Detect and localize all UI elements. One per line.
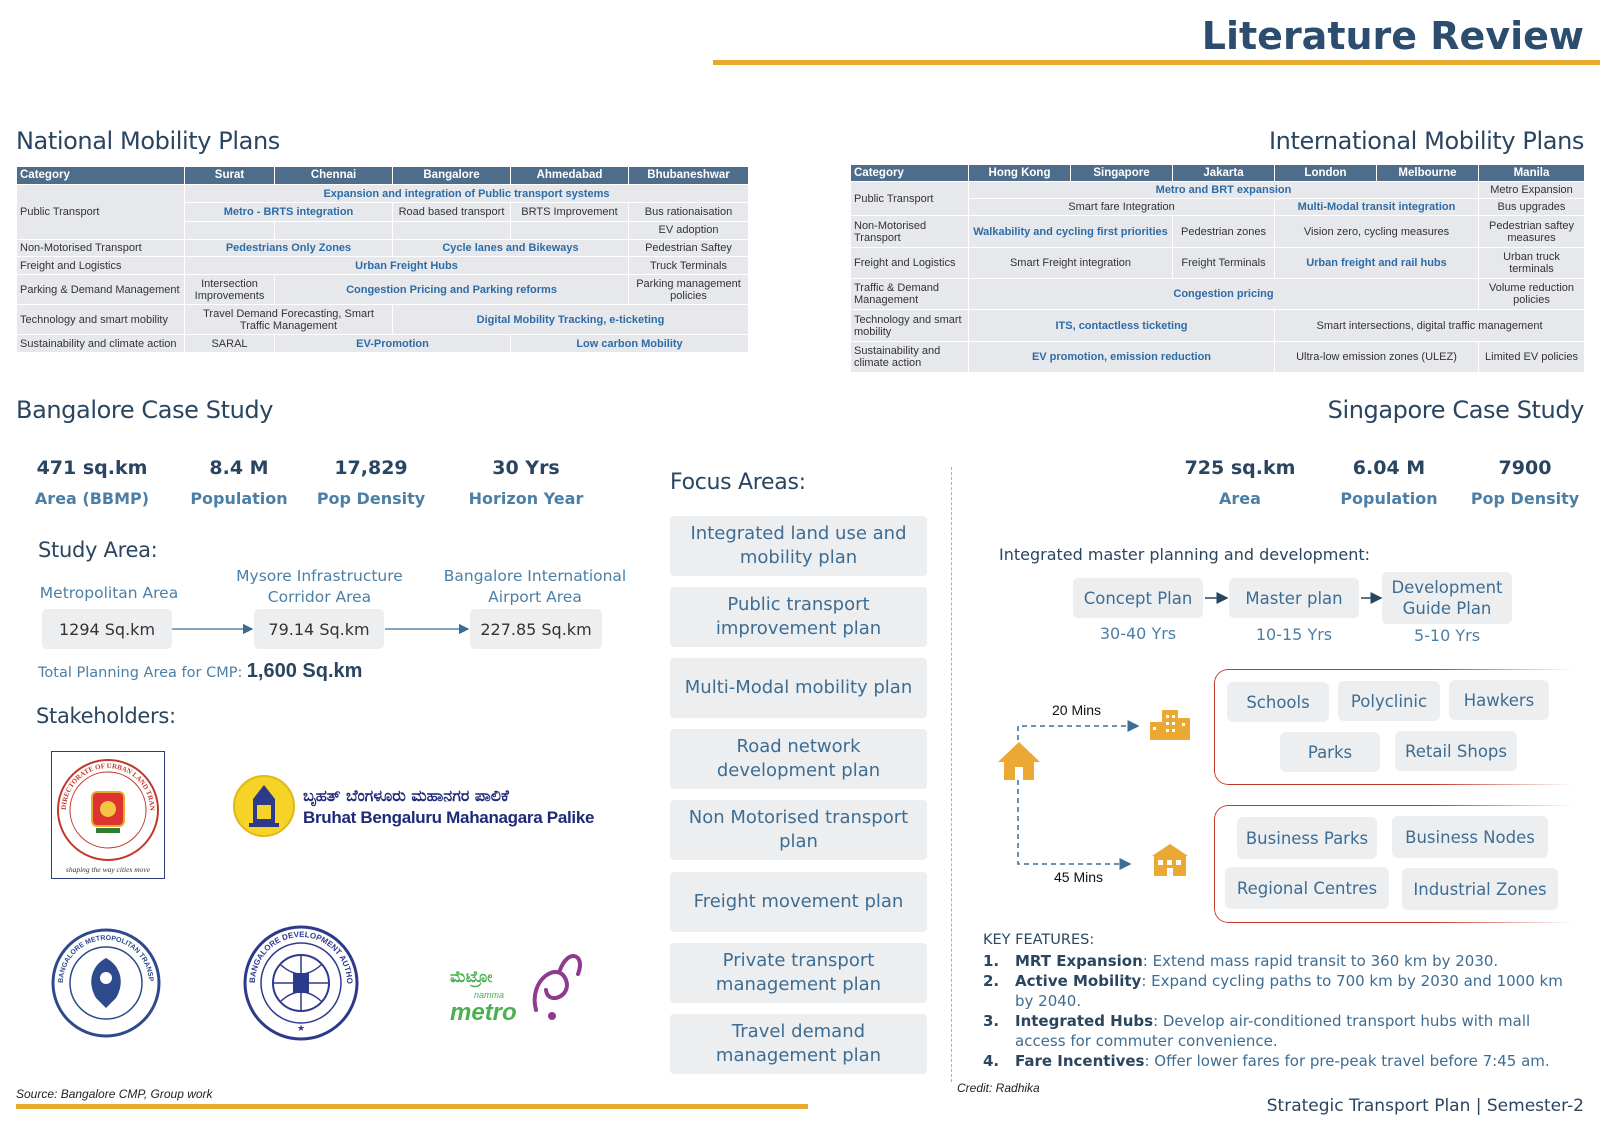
col-header: Jakarta: [1173, 165, 1275, 182]
row-category: Parking & Demand Management: [17, 275, 185, 305]
col-header: Hong Kong: [969, 165, 1071, 182]
plan-years: 5-10 Yrs: [1413, 626, 1481, 645]
col-header: London: [1275, 165, 1377, 182]
key-features-list: [983, 951, 1583, 1071]
home-icon: [996, 740, 1042, 782]
stakeholders-heading: Stakeholders:: [36, 704, 176, 728]
sg-stat-density: 7900 Pop Density: [1470, 457, 1580, 508]
col-header: Bangalore: [393, 167, 511, 185]
footer-underline: [16, 1104, 808, 1109]
section-divider: [951, 467, 952, 1082]
feature-item: 1. MRT Expansion: Extend mass rapid transit to 360 km by 2030.: [983, 952, 1499, 970]
svg-text:BANGALORE METROPOLITAN TRANSPO: BANGALORE METROPOLITAN TRANSP: [57, 934, 155, 984]
row-category: Public Transport: [851, 182, 969, 216]
row-category: Public Transport: [17, 184, 185, 239]
plan-years: 10-15 Yrs: [1255, 625, 1333, 644]
table-cell: Limited EV policies: [1479, 341, 1585, 372]
planning-title: Integrated master planning and development:: [999, 545, 1371, 564]
plan-arrows: [1203, 590, 1383, 608]
bbmp-emblem: [233, 775, 295, 837]
focus-item: Integrated land use and mobility plan: [670, 516, 927, 576]
focus-item: Private transport management plan: [670, 943, 927, 1003]
sg-stat-population: 6.04 M Population: [1340, 457, 1438, 508]
plan-years: 30-40 Yrs: [1099, 624, 1177, 643]
title-underline: [713, 60, 1600, 65]
table-cell: Pedestrian saftey measures: [1479, 216, 1585, 247]
table-cell: Ultra-low emission zones (ULEZ): [1275, 341, 1479, 372]
table-cell: Vision zero, cycling measures: [1275, 216, 1479, 247]
table-cell: Metro and BRT expansion: [969, 182, 1479, 199]
bda-logo: [243, 925, 359, 1041]
table-cell: Pedestrian Saftey: [629, 239, 749, 257]
row-category: Sustainability and climate action: [17, 335, 185, 353]
svg-text:ಮೆಟ್ರೋ: ಮೆಟ್ರೋ: [450, 967, 493, 986]
row-category: Traffic & Demand Management: [851, 279, 969, 310]
focus-item: Road network development plan: [670, 729, 927, 789]
label-20-mins: 20 Mins: [1052, 702, 1102, 718]
stat-horizon: 30 Yrs Horizon Year: [468, 457, 584, 508]
facility-parks: Parks: [1280, 732, 1380, 772]
row-category: Sustainability and climate action: [851, 341, 969, 372]
row-category: Non-Motorised Transport: [17, 239, 185, 257]
table-cell: Truck Terminals: [629, 257, 749, 275]
table-cell: Cycle lanes and Bikeways: [393, 239, 629, 257]
svg-text:metro: metro: [450, 999, 517, 1026]
table-cell: ITS, contactless ticketing: [969, 310, 1275, 341]
row-category: Freight and Logistics: [17, 257, 185, 275]
facility-retail: Retail Shops: [1395, 731, 1517, 771]
area-arrows: [172, 620, 472, 638]
bbmp-name-kannada: ಬೃಹತ್ ಬೆಂಗಳೂರು ಮಹಾನಗರ ಪಾಲಿಕೆ: [303, 786, 509, 805]
plan-box: Concept Plan: [1073, 578, 1203, 618]
table-cell: Digital Mobility Tracking, e-ticketing: [393, 305, 749, 335]
regional-centres: Regional Centres: [1225, 867, 1389, 909]
area-name: Bangalore International Airport Area: [443, 567, 627, 606]
buildings-icon: [1148, 706, 1192, 740]
table-cell: Low carbon Mobility: [511, 335, 749, 353]
table-cell: Pedestrian zones: [1173, 216, 1275, 247]
table-cell: Bus rationaisation: [629, 203, 749, 222]
national-heading: National Mobility Plans: [16, 127, 280, 155]
row-category: Technology and smart mobility: [851, 310, 969, 341]
col-header: Manila: [1479, 165, 1585, 182]
table-cell: Expansion and integration of Public transport systems: [185, 184, 749, 203]
col-header: Category: [851, 165, 969, 182]
international-heading: International Mobility Plans: [1268, 127, 1584, 155]
svg-text:shaping the way cities move: shaping the way cities move: [65, 865, 151, 874]
col-header: Melbourne: [1377, 165, 1479, 182]
col-header: Surat: [185, 167, 275, 185]
facility-schools: Schools: [1227, 682, 1329, 722]
stat-population: 8.4 M Population: [190, 457, 288, 508]
col-header: Category: [17, 167, 185, 185]
table-cell: Smart intersections, digital traffic management: [1275, 310, 1585, 341]
focus-item: Travel demand management plan: [670, 1014, 927, 1074]
table-cell: EV promotion, emission reduction: [969, 341, 1275, 372]
singapore-heading: Singapore Case Study: [1327, 396, 1584, 424]
focus-item: Non Motorised transport plan: [670, 800, 927, 860]
table-cell: Bus upgrades: [1479, 199, 1585, 216]
col-header: Ahmedabad: [511, 167, 629, 185]
table-cell: Intersection Improvements: [185, 275, 275, 305]
table-cell: Freight Terminals: [1173, 247, 1275, 278]
area-value: 79.14 Sq.km: [254, 609, 384, 649]
table-cell: Congestion Pricing and Parking reforms: [275, 275, 629, 305]
bangalore-heading: Bangalore Case Study: [16, 396, 274, 424]
row-category: Non-Motorised Transport: [851, 216, 969, 247]
col-header: Singapore: [1071, 165, 1173, 182]
business-icon: [1148, 842, 1192, 878]
row-category: Technology and smart mobility: [17, 305, 185, 335]
total-planning-area: Total Planning Area for CMP: 1,600 Sq.km: [38, 660, 363, 682]
area-name: Mysore Infrastructure Corridor Area: [236, 567, 403, 606]
table-cell: Road based transport: [393, 203, 511, 222]
svg-text:BANGALORE DEVELOPMENT AUTHORIT: BANGALORE DEVELOPMENT AUTHO: [247, 929, 355, 985]
page-title: Literature Review: [1201, 14, 1584, 58]
svg-text:namma: namma: [474, 990, 505, 1000]
table-cell: Parking management policies: [629, 275, 749, 305]
table-cell: Travel Demand Forecasting, Smart Traffic Management: [185, 305, 393, 335]
focus-item: Multi-Modal mobility plan: [670, 658, 927, 718]
key-features-title: KEY FEATURES:: [983, 932, 1095, 948]
col-header: Chennai: [275, 167, 393, 185]
namma-metro-logo: [448, 940, 588, 1030]
area-value: 1294 Sq.km: [42, 609, 172, 649]
facility-polyclinic: Polyclinic: [1338, 681, 1440, 721]
table-cell: Volume reduction policies: [1479, 279, 1585, 310]
feature-item: 3. Integrated Hubs: Develop air-conditioned transport hubs with mall access for commuter convenience.: [983, 1012, 1531, 1050]
dult-logo: [51, 751, 165, 879]
bbmp-name-english: Bruhat Bengaluru Mahanagara Palike: [303, 808, 595, 827]
facility-hawkers: Hawkers: [1449, 680, 1549, 720]
col-header: Bhubaneshwar: [629, 167, 749, 185]
area-value: 227.85 Sq.km: [470, 609, 602, 649]
table-cell: Smart fare Integration: [969, 199, 1275, 216]
feature-item: 4. Fare Incentives: Offer lower fares for pre-peak travel before 7:45 am.: [983, 1052, 1550, 1070]
business-parks: Business Parks: [1237, 817, 1377, 859]
study-area-heading: Study Area:: [38, 538, 158, 562]
bmtc-logo: [51, 928, 161, 1038]
stat-area: 471 sq.km Area (BBMP): [34, 457, 150, 508]
table-cell: Metro - BRTS integration: [185, 203, 393, 222]
table-cell: Pedestrians Only Zones: [185, 239, 393, 257]
feature-item: 2. Active Mobility: Expand cycling paths to 700 km by 2030 and 1000 km by 2040.: [983, 972, 1563, 1010]
focus-heading: Focus Areas:: [670, 470, 806, 495]
focus-item: Public transport improvement plan: [670, 587, 927, 647]
table-cell: SARAL: [185, 335, 275, 353]
table-cell: BRTS Improvement: [511, 203, 629, 222]
sg-stat-area: 725 sq.km Area: [1184, 457, 1296, 508]
source-note: Source: Bangalore CMP, Group work: [16, 1087, 213, 1101]
table-cell: Metro Expansion: [1479, 182, 1585, 199]
plan-box: Development Guide Plan: [1382, 572, 1512, 624]
svg-text:★: ★: [296, 1023, 306, 1033]
business-nodes: Business Nodes: [1392, 816, 1548, 858]
focus-item: Freight movement plan: [670, 872, 927, 932]
international-table: [850, 164, 1585, 373]
row-category: Freight and Logistics: [851, 247, 969, 278]
table-cell: Multi-Modal transit integration: [1275, 199, 1479, 216]
table-cell: Urban Freight Hubs: [185, 257, 629, 275]
industrial-zones: Industrial Zones: [1402, 868, 1558, 910]
credit-note: Credit: Radhika: [957, 1081, 1040, 1095]
area-name: Metropolitan Area: [39, 584, 179, 602]
plan-box: Master plan: [1229, 578, 1359, 618]
course-label: Strategic Transport Plan | Semester-2: [1266, 1096, 1584, 1116]
table-cell: Urban truck terminals: [1479, 247, 1585, 278]
table-cell: EV-Promotion: [275, 335, 511, 353]
label-45-mins: 45 Mins: [1054, 869, 1104, 885]
table-cell: Walkability and cycling first priorities: [969, 216, 1173, 247]
table-cell: Smart Freight integration: [969, 247, 1173, 278]
table-cell: Urban freight and rail hubs: [1275, 247, 1479, 278]
national-table: [16, 166, 749, 353]
table-cell: Congestion pricing: [969, 279, 1479, 310]
svg-text:DIRECTORATE OF URBAN LAND TRAN: DIRECTORATE OF URBAN LAND TRAN: [59, 761, 157, 811]
table-cell: EV adoption: [629, 222, 749, 240]
stat-density: 17,829 Pop Density: [316, 457, 426, 508]
